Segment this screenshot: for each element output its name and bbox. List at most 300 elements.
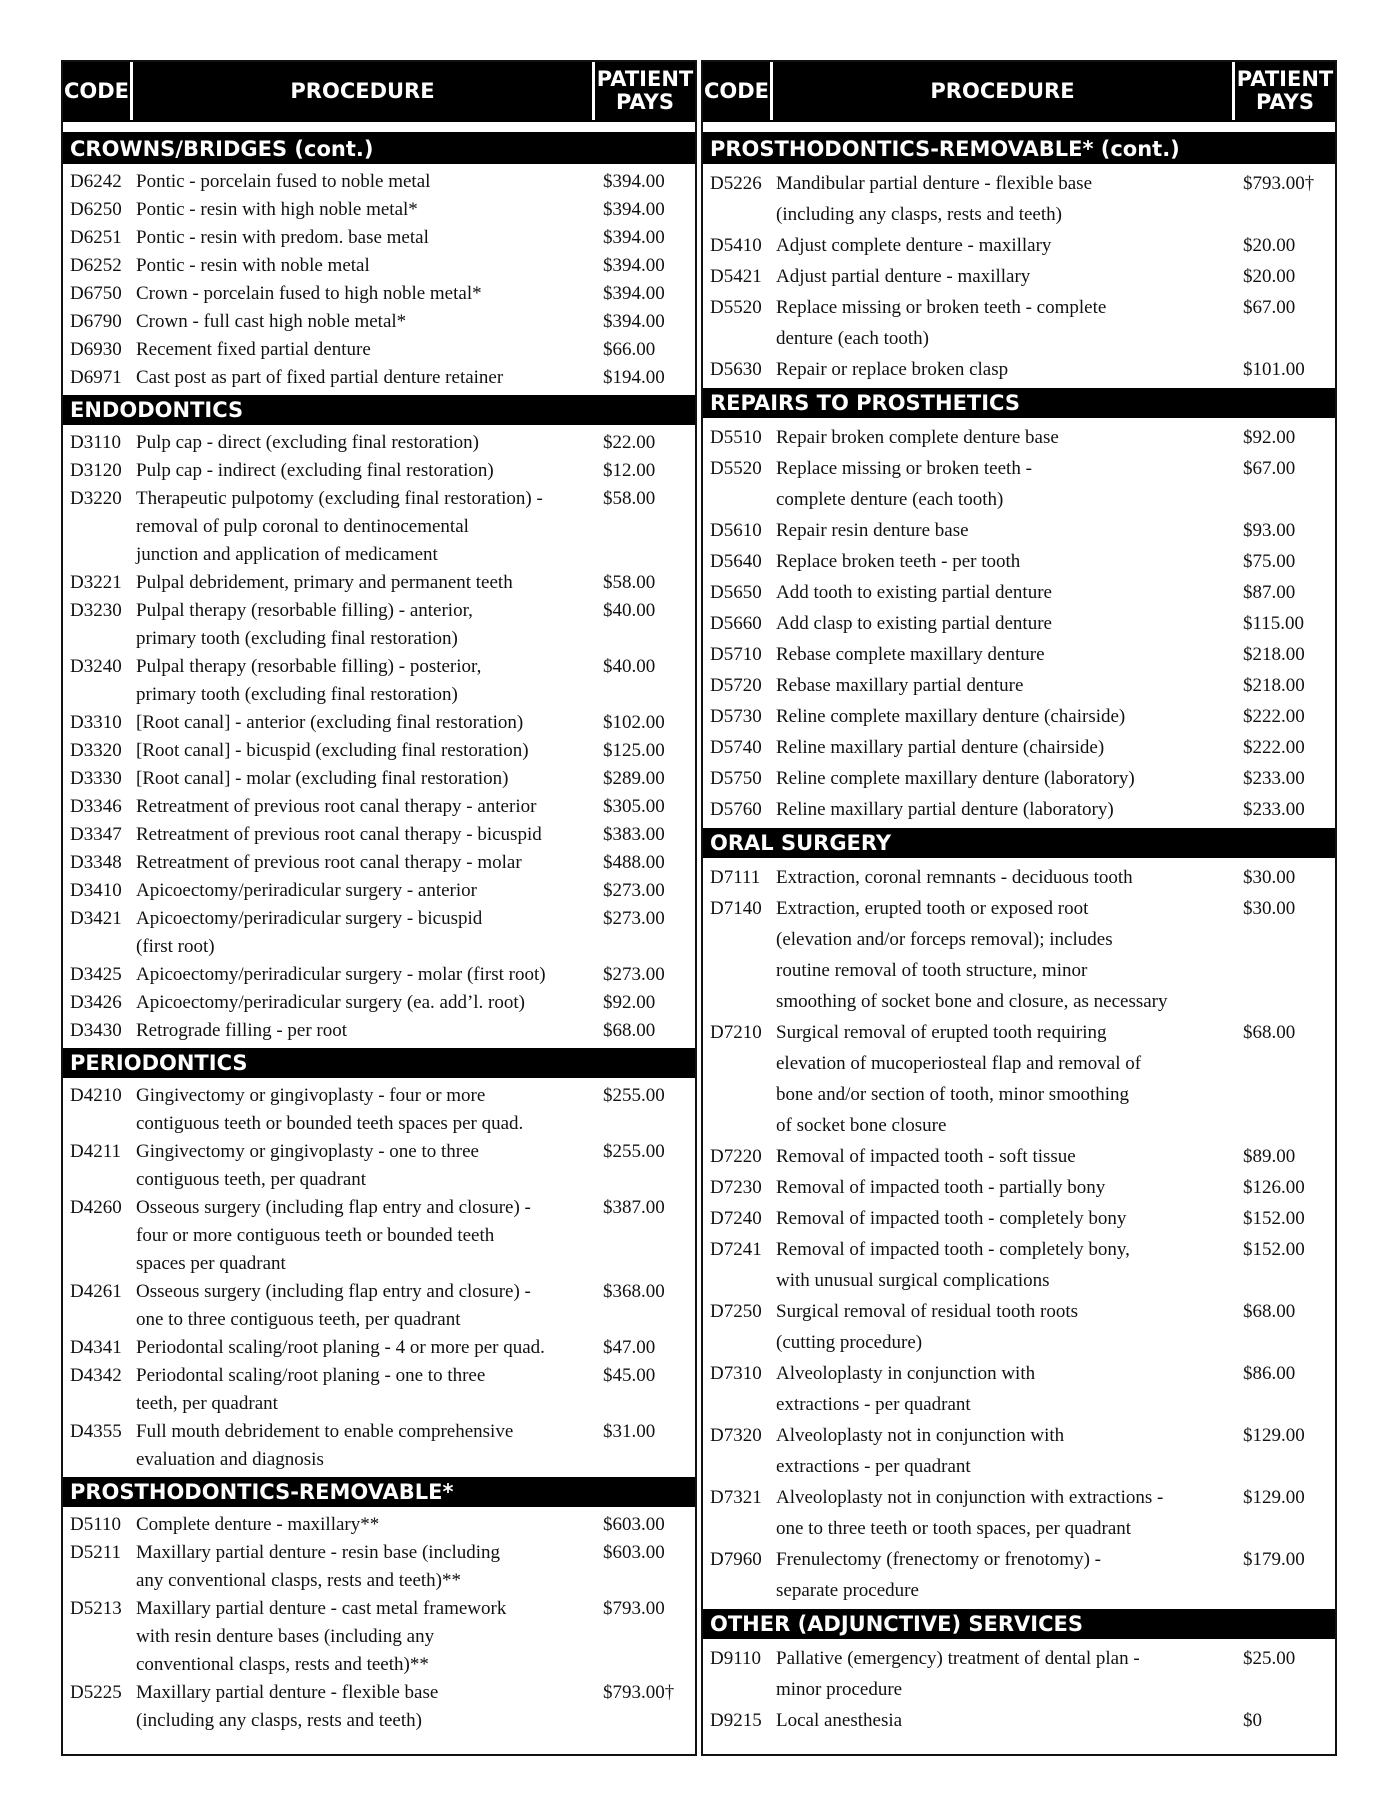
procedure-description [776, 1017, 1235, 1141]
section-rows [63, 1507, 695, 1738]
table-row [63, 989, 695, 1017]
patient-pays-amount: $387.00 [603, 1197, 665, 1218]
table-row [63, 905, 695, 961]
procedure-line: complete denture (each tooth) [776, 489, 1004, 510]
procedure-description [136, 196, 595, 224]
patient-pays-amount: $394.00 [603, 255, 665, 276]
procedure-code: D7321 [710, 1487, 762, 1508]
procedure-code: D5610 [710, 520, 762, 541]
table-row [63, 1511, 695, 1539]
procedure-line: Removal of impacted tooth - completely bony [776, 1208, 1127, 1229]
procedure-line: four or more contiguous teeth or bounded teeth [136, 1225, 495, 1246]
procedure-line: of socket bone closure [776, 1115, 947, 1136]
procedure-line: Reline maxillary partial denture (chairside) [776, 737, 1105, 758]
procedure-code: D7111 [710, 867, 761, 888]
table-row [63, 737, 695, 765]
patient-pays-amount: $194.00 [603, 367, 665, 388]
patient-pays-amount: $368.00 [603, 1281, 665, 1302]
table-row [63, 429, 695, 457]
procedure-code: D5520 [710, 297, 762, 318]
patient-pays-amount: $394.00 [603, 227, 665, 248]
header-code: CODE [703, 62, 773, 120]
patient-pays-amount: $66.00 [603, 339, 656, 360]
patient-pays-amount: $31.00 [603, 1421, 656, 1442]
procedure-description [136, 877, 595, 905]
table-row [63, 364, 695, 392]
procedure-code: D3240 [70, 656, 122, 677]
procedure-line: Pallative (emergency) treatment of dental plan - [776, 1648, 1140, 1669]
procedure-line: Apicoectomy/periradicular surgery - molar (first root) [136, 964, 546, 985]
procedure-line: Full mouth debridement to enable comprehensive [136, 1421, 514, 1442]
procedure-code: D6971 [70, 367, 122, 388]
procedure-line: Complete denture - maxillary** [136, 1514, 380, 1535]
patient-pays-amount: $40.00 [603, 656, 656, 677]
table-row [63, 308, 695, 336]
patient-pays-amount: $68.00 [1243, 1022, 1296, 1043]
procedure-line: conventional clasps, rests and teeth)** [136, 1654, 429, 1675]
procedure-line: Add clasp to existing partial denture [776, 613, 1052, 634]
procedure-line: (including any clasps, rests and teeth) [776, 204, 1062, 225]
procedure-description [776, 1172, 1235, 1203]
patient-pays-amount: $12.00 [603, 460, 656, 481]
procedure-description [136, 308, 595, 336]
procedure-line: (elevation and/or forceps removal); includes [776, 929, 1113, 950]
procedure-code: D5710 [710, 644, 762, 665]
table-row [63, 280, 695, 308]
table-row [703, 1234, 1335, 1296]
procedure-line: [Root canal] - anterior (excluding final restoration) [136, 712, 524, 733]
procedure-line: Adjust complete denture - maxillary [776, 235, 1052, 256]
procedure-line: extractions - per quadrant [776, 1394, 971, 1415]
patient-pays-amount: $273.00 [603, 964, 665, 985]
patient-pays-amount: $67.00 [1243, 297, 1296, 318]
procedure-code: D5650 [710, 582, 762, 603]
procedure-description [776, 230, 1235, 261]
procedure-line: Replace missing or broken teeth - complete [776, 297, 1107, 318]
patient-pays-amount: $233.00 [1243, 799, 1305, 820]
table-row [63, 1679, 695, 1735]
section-title: PERIODONTICS [63, 1048, 695, 1078]
left-fee-table [61, 60, 697, 1756]
procedure-line: Extraction, erupted tooth or exposed root [776, 898, 1089, 919]
procedure-code: D5410 [710, 235, 762, 256]
procedure-code: D3430 [70, 1020, 122, 1041]
procedure-code: D4355 [70, 1421, 122, 1442]
table-row [63, 1138, 695, 1194]
procedure-code: D3425 [70, 964, 122, 985]
procedure-description [776, 1203, 1235, 1234]
procedure-code: D5630 [710, 359, 762, 380]
patient-pays-amount: $233.00 [1243, 768, 1305, 789]
procedure-line: any conventional clasps, rests and teeth)** [136, 1570, 462, 1591]
procedure-line: Pulpal therapy (resorbable filling) - posterior, [136, 656, 482, 677]
procedure-description [776, 701, 1235, 732]
procedure-code: D5740 [710, 737, 762, 758]
procedure-line: Repair resin denture base [776, 520, 969, 541]
table-row [703, 1705, 1335, 1736]
procedure-code: D3320 [70, 740, 122, 761]
table-row [703, 577, 1335, 608]
patient-pays-amount: $68.00 [603, 1020, 656, 1041]
procedure-description [136, 1082, 595, 1138]
procedure-line: extractions - per quadrant [776, 1456, 971, 1477]
patient-pays-amount: $603.00 [603, 1514, 665, 1535]
right-sections [703, 134, 1335, 1739]
procedure-description [136, 1418, 595, 1474]
procedure-line: denture (each tooth) [776, 328, 929, 349]
section-title: PROSTHODONTICS-REMOVABLE* [63, 1477, 695, 1507]
table-row [63, 168, 695, 196]
procedure-code: D7230 [710, 1177, 762, 1198]
table-row [63, 961, 695, 989]
patient-pays-amount: $115.00 [1243, 613, 1305, 634]
section-rows [703, 164, 1335, 388]
procedure-line: Periodontal scaling/root planing - one to three [136, 1365, 486, 1386]
procedure-description [776, 1234, 1235, 1296]
table-row [703, 893, 1335, 1017]
procedure-line: Rebase maxillary partial denture [776, 675, 1024, 696]
procedure-line: (first root) [136, 936, 215, 957]
table-row [63, 765, 695, 793]
procedure-line: Pontic - porcelain fused to noble metal [136, 171, 431, 192]
section-rows [703, 858, 1335, 1609]
procedure-description [776, 515, 1235, 546]
procedure-code: D6251 [70, 227, 122, 248]
procedure-code: D4211 [70, 1141, 122, 1162]
procedure-line: smoothing of socket bone and closure, as necessary [776, 991, 1168, 1012]
table-row [63, 1278, 695, 1334]
procedure-code: D3110 [70, 432, 122, 453]
patient-pays-amount: $273.00 [603, 908, 665, 929]
table-row [703, 732, 1335, 763]
procedure-line: Apicoectomy/periradicular surgery (ea. add’l. root) [136, 992, 525, 1013]
patient-pays-amount: $152.00 [1243, 1239, 1305, 1260]
patient-pays-amount: $305.00 [603, 796, 665, 817]
patient-pays-amount: $58.00 [603, 488, 656, 509]
table-row [703, 1420, 1335, 1482]
procedure-description [776, 577, 1235, 608]
procedure-description [776, 893, 1235, 1017]
table-row [703, 670, 1335, 701]
procedure-description [136, 905, 595, 961]
procedure-description [776, 1358, 1235, 1420]
table-header [703, 62, 1335, 122]
procedure-description [136, 1278, 595, 1334]
procedure-description [776, 546, 1235, 577]
section-title: ORAL SURGERY [703, 828, 1335, 858]
patient-pays-amount: $89.00 [1243, 1146, 1296, 1167]
procedure-description [136, 252, 595, 280]
procedure-description [776, 862, 1235, 893]
patient-pays-amount: $101.00 [1243, 359, 1305, 380]
procedure-description [776, 732, 1235, 763]
table-row [703, 1141, 1335, 1172]
patient-pays-amount: $793.00† [1243, 173, 1315, 194]
procedure-description [776, 1296, 1235, 1358]
procedure-code: D5226 [710, 173, 762, 194]
table-row [703, 354, 1335, 385]
procedure-code: D3347 [70, 824, 122, 845]
procedure-line: Apicoectomy/periradicular surgery - anterior [136, 880, 477, 901]
procedure-description [136, 224, 595, 252]
procedure-description [136, 653, 595, 709]
procedure-line: Osseous surgery (including flap entry and closure) - [136, 1197, 531, 1218]
table-row [703, 1172, 1335, 1203]
procedure-code: D4261 [70, 1281, 122, 1302]
header-procedure: PROCEDURE [773, 62, 1235, 120]
procedure-description [136, 280, 595, 308]
procedure-line: with unusual surgical complications [776, 1270, 1050, 1291]
procedure-description [776, 1705, 1235, 1736]
procedure-line: primary tooth (excluding final restoration) [136, 684, 458, 705]
patient-pays-amount: $222.00 [1243, 706, 1305, 727]
procedure-line: (including any clasps, rests and teeth) [136, 1710, 422, 1731]
procedure-code: D3330 [70, 768, 122, 789]
procedure-code: D7220 [710, 1146, 762, 1167]
procedure-line: Local anesthesia [776, 1710, 903, 1731]
procedure-line: Mandibular partial denture - flexible base [776, 173, 1093, 194]
table-row [703, 1203, 1335, 1234]
header-procedure: PROCEDURE [133, 62, 595, 120]
procedure-line: Alveoloplasty not in conjunction with [776, 1425, 1065, 1446]
patient-pays-amount: $488.00 [603, 852, 665, 873]
table-row [63, 485, 695, 569]
procedure-line: Frenulectomy (frenectomy or frenotomy) - [776, 1549, 1101, 1570]
table-row [63, 1082, 695, 1138]
patient-pays-amount: $383.00 [603, 824, 665, 845]
procedure-line: contiguous teeth or bounded teeth spaces per quad. [136, 1113, 524, 1134]
section-title: REPAIRS TO PROSTHETICS [703, 388, 1335, 418]
patient-pays-amount: $394.00 [603, 311, 665, 332]
table-row [703, 453, 1335, 515]
section-title: ENDODONTICS [63, 395, 695, 425]
procedure-code: D9215 [710, 1710, 762, 1731]
table-row [703, 639, 1335, 670]
procedure-code: D3426 [70, 992, 122, 1013]
header-code: CODE [63, 62, 133, 120]
procedure-code: D6930 [70, 339, 122, 360]
procedure-description [136, 569, 595, 597]
patient-pays-amount: $102.00 [603, 712, 665, 733]
procedure-description [136, 1194, 595, 1278]
procedure-code: D7960 [710, 1549, 762, 1570]
table-row [63, 877, 695, 905]
procedure-description [776, 422, 1235, 453]
right-fee-table [701, 60, 1337, 1756]
procedure-line: spaces per quadrant [136, 1253, 286, 1274]
procedure-description [776, 1141, 1235, 1172]
procedure-description [776, 1643, 1235, 1705]
procedure-code: D3120 [70, 460, 122, 481]
section-rows [63, 164, 695, 395]
procedure-description [136, 821, 595, 849]
table-row [703, 1296, 1335, 1358]
patient-pays-amount: $179.00 [1243, 1549, 1305, 1570]
patient-pays-amount: $22.00 [603, 432, 656, 453]
section-rows [63, 1078, 695, 1477]
procedure-code: D5225 [70, 1682, 122, 1703]
table-row [703, 794, 1335, 825]
procedure-line: Maxillary partial denture - cast metal framework [136, 1598, 507, 1619]
table-row [63, 196, 695, 224]
table-row [703, 1482, 1335, 1544]
procedure-description [136, 989, 595, 1017]
patient-pays-amount: $92.00 [1243, 427, 1296, 448]
table-row [63, 653, 695, 709]
patient-pays-amount: $289.00 [603, 768, 665, 789]
procedure-description [136, 485, 595, 569]
procedure-line: Therapeutic pulpotomy (excluding final restoration) - [136, 488, 543, 509]
procedure-description [136, 1511, 595, 1539]
procedure-code: D5520 [710, 458, 762, 479]
procedure-description [136, 1595, 595, 1679]
procedure-code: D4342 [70, 1365, 122, 1386]
procedure-line: [Root canal] - molar (excluding final restoration) [136, 768, 509, 789]
procedure-code: D5510 [710, 427, 762, 448]
procedure-line: Surgical removal of erupted tooth requiring [776, 1022, 1107, 1043]
patient-pays-amount: $45.00 [603, 1365, 656, 1386]
procedure-description [776, 608, 1235, 639]
procedure-description [136, 737, 595, 765]
patient-pays-amount: $58.00 [603, 572, 656, 593]
table-row [703, 701, 1335, 732]
patient-pays-amount: $218.00 [1243, 644, 1305, 665]
patient-pays-amount: $273.00 [603, 880, 665, 901]
procedure-code: D6242 [70, 171, 122, 192]
procedure-code: D3220 [70, 488, 122, 509]
patient-pays-amount: $218.00 [1243, 675, 1305, 696]
patient-pays-amount: $20.00 [1243, 266, 1296, 287]
procedure-description [136, 457, 595, 485]
section-rows [703, 1639, 1335, 1739]
procedure-code: D7140 [710, 898, 762, 919]
procedure-description [136, 1138, 595, 1194]
procedure-code: D5211 [70, 1542, 122, 1563]
table-row [703, 422, 1335, 453]
table-row [703, 1017, 1335, 1141]
procedure-line: Pontic - resin with high noble metal* [136, 199, 418, 220]
patient-pays-amount: $394.00 [603, 199, 665, 220]
table-row [63, 1539, 695, 1595]
procedure-line: Retreatment of previous root canal therapy - molar [136, 852, 522, 873]
table-row [63, 821, 695, 849]
table-header [63, 62, 695, 122]
procedure-line: Add tooth to existing partial denture [776, 582, 1052, 603]
procedure-line: Pulp cap - indirect (excluding final restoration) [136, 460, 494, 481]
procedure-line: separate procedure [776, 1580, 919, 1601]
table-row [703, 546, 1335, 577]
patient-pays-amount: $40.00 [603, 600, 656, 621]
patient-pays-amount: $255.00 [603, 1141, 665, 1162]
table-row [63, 1362, 695, 1418]
procedure-description [136, 793, 595, 821]
section-rows [63, 425, 695, 1048]
procedure-description [136, 709, 595, 737]
procedure-line: Maxillary partial denture - resin base (including [136, 1542, 501, 1563]
procedure-line: Maxillary partial denture - flexible base [136, 1682, 439, 1703]
procedure-line: minor procedure [776, 1679, 903, 1700]
procedure-line: Gingivectomy or gingivoplasty - one to three [136, 1141, 479, 1162]
patient-pays-amount: $126.00 [1243, 1177, 1305, 1198]
procedure-description [776, 794, 1235, 825]
procedure-code: D7241 [710, 1239, 762, 1260]
patient-pays-amount: $92.00 [603, 992, 656, 1013]
procedure-description [136, 429, 595, 457]
procedure-line: [Root canal] - bicuspid (excluding final restoration) [136, 740, 529, 761]
procedure-line: Replace missing or broken teeth - [776, 458, 1032, 479]
table-row [703, 168, 1335, 230]
patient-pays-amount: $255.00 [603, 1085, 665, 1106]
procedure-line: Apicoectomy/periradicular surgery - bicuspid [136, 908, 483, 929]
patient-pays-amount: $0 [1243, 1710, 1262, 1731]
procedure-description [776, 168, 1235, 230]
procedure-line: Surgical removal of residual tooth roots [776, 1301, 1079, 1322]
procedure-code: D4260 [70, 1197, 122, 1218]
section-title: PROSTHODONTICS-REMOVABLE* (cont.) [703, 134, 1335, 164]
table-row [63, 1017, 695, 1045]
section-rows [703, 418, 1335, 828]
procedure-code: D6252 [70, 255, 122, 276]
procedure-line: Retrograde filling - per root [136, 1020, 348, 1041]
procedure-code: D5730 [710, 706, 762, 727]
procedure-code: D3348 [70, 852, 122, 873]
patient-pays-amount: $68.00 [1243, 1301, 1296, 1322]
procedure-code: D4341 [70, 1337, 122, 1358]
procedure-line: Reline complete maxillary denture (chairside) [776, 706, 1126, 727]
procedure-line: Pulpal debridement, primary and permanent teeth [136, 572, 513, 593]
procedure-line: Crown - full cast high noble metal* [136, 311, 407, 332]
procedure-code: D5750 [710, 768, 762, 789]
procedure-code: D5720 [710, 675, 762, 696]
table-row [63, 597, 695, 653]
table-row [63, 336, 695, 364]
procedure-line: Osseous surgery (including flap entry and closure) - [136, 1281, 531, 1302]
procedure-line: with resin denture bases (including any [136, 1626, 435, 1647]
table-row [63, 569, 695, 597]
table-row [63, 793, 695, 821]
procedure-code: D3421 [70, 908, 122, 929]
patient-pays-amount: $152.00 [1243, 1208, 1305, 1229]
table-row [703, 1358, 1335, 1420]
procedure-description [776, 1420, 1235, 1482]
procedure-line: Recement fixed partial denture [136, 339, 371, 360]
table-row [63, 252, 695, 280]
table-row [63, 709, 695, 737]
procedure-line: Reline complete maxillary denture (laboratory) [776, 768, 1135, 789]
section-title: OTHER (ADJUNCTIVE) SERVICES [703, 1609, 1335, 1639]
procedure-line: Repair broken complete denture base [776, 427, 1059, 448]
table-row [703, 1544, 1335, 1606]
patient-pays-amount: $129.00 [1243, 1487, 1305, 1508]
procedure-line: Gingivectomy or gingivoplasty - four or more [136, 1085, 486, 1106]
procedure-line: Alveoloplasty in conjunction with [776, 1363, 1036, 1384]
procedure-line: Replace broken teeth - per tooth [776, 551, 1021, 572]
procedure-line: evaluation and diagnosis [136, 1449, 324, 1470]
procedure-line: Reline maxillary partial denture (laboratory) [776, 799, 1114, 820]
procedure-code: D5213 [70, 1598, 122, 1619]
procedure-line: Alveoloplasty not in conjunction with extractions - [776, 1487, 1164, 1508]
procedure-description [776, 453, 1235, 515]
section-title: CROWNS/BRIDGES (cont.) [63, 134, 695, 164]
procedure-code: D6250 [70, 199, 122, 220]
procedure-line: Rebase complete maxillary denture [776, 644, 1045, 665]
patient-pays-amount: $793.00 [603, 1598, 665, 1619]
procedure-line: Extraction, coronal remnants - deciduous tooth [776, 867, 1133, 888]
header-patient-pays: PATIENT PAYS [1236, 67, 1334, 114]
procedure-line: primary tooth (excluding final restoration) [136, 628, 458, 649]
procedure-description [776, 670, 1235, 701]
procedure-code: D6750 [70, 283, 122, 304]
